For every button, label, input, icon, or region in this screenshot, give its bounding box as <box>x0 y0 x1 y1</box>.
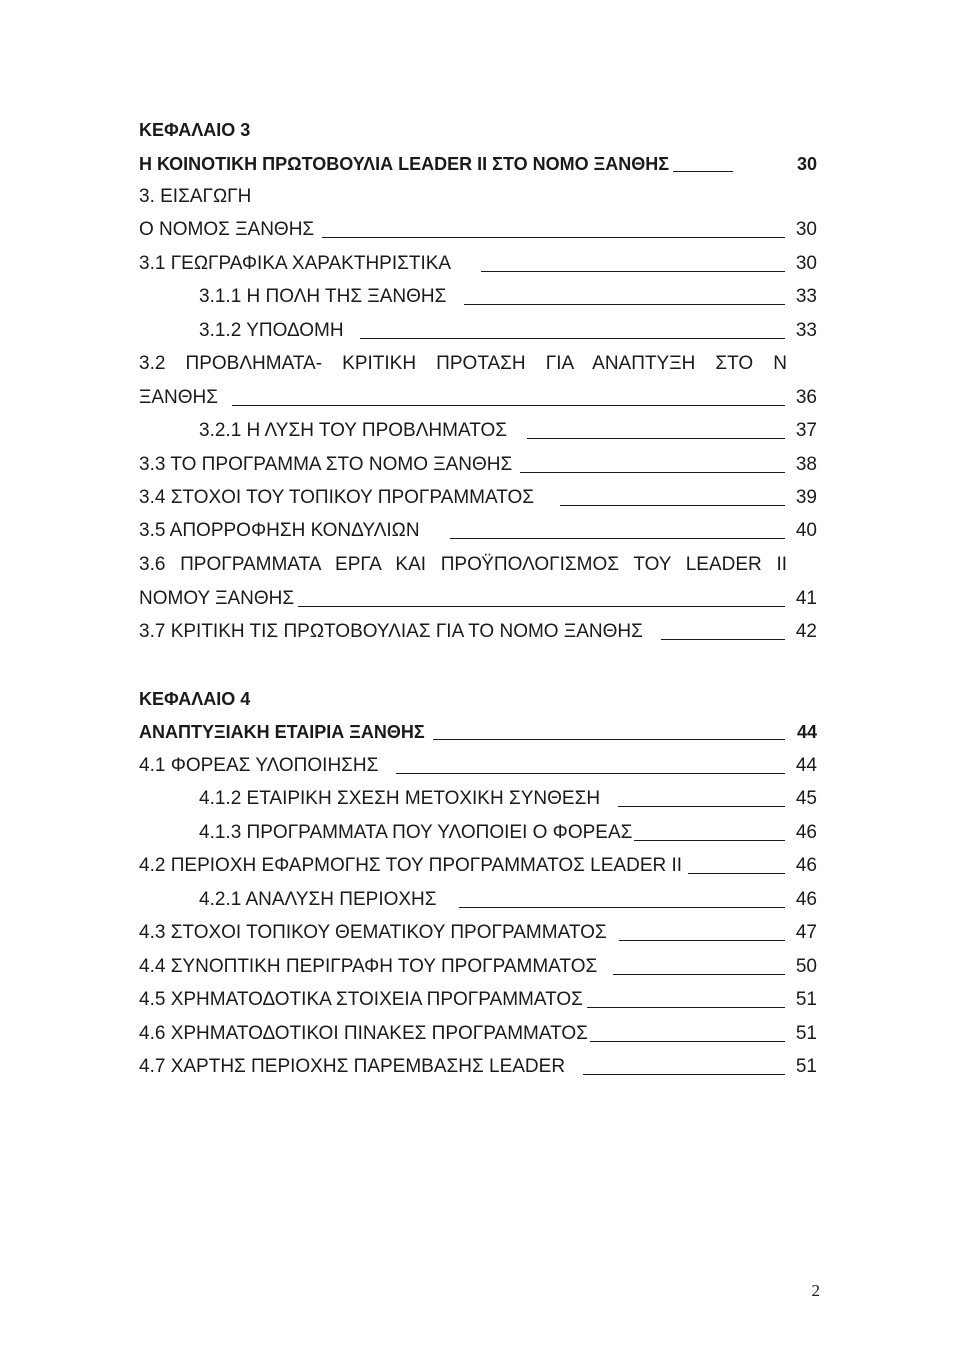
toc-entry: 4.1.3 ΠΡΟΓΡΑΜΜΑΤΑ ΠΟΥ ΥΛΟΠΟΙΕΙ Ο ΦΟΡΕΑΣ 46 <box>199 822 817 843</box>
leader-line <box>298 606 785 607</box>
toc-entry: 3.1 ΓΕΩΓΡΑΦΙΚΑ ΧΑΡΑΚΤΗΡΙΣΤΙΚΑ 30 <box>139 253 817 274</box>
leader-line <box>613 974 785 975</box>
toc-entry: ΞΑΝΘΗΣ 36 <box>139 387 817 408</box>
leader-line <box>634 840 785 841</box>
toc-entry: 3.4 ΣΤΟΧΟΙ ΤΟΥ ΤΟΠΙΚΟΥ ΠΡΟΓΡΑΜΜΑΤΟΣ 39 <box>139 487 817 508</box>
leader-line <box>527 438 785 439</box>
toc-entry: ΝΟΜΟΥ ΞΑΝΘΗΣ 41 <box>139 588 817 609</box>
toc-entry: 3.1.1 Η ΠΟΛΗ ΤΗΣ ΞΑΝΘΗΣ 33 <box>199 286 817 307</box>
leader-line <box>661 639 785 640</box>
leader-line <box>673 171 733 172</box>
toc-entry: 3.1.2 ΥΠΟΔΟΜΗ 33 <box>199 320 817 341</box>
toc-entry: 4.2 ΠΕΡΙΟΧΗ ΕΦΑΡΜΟΓΗΣ ΤΟΥ ΠΡΟΓΡΑΜΜΑΤΟΣ LEADER II 46 <box>139 855 817 876</box>
toc-entry-intro: 3. ΕΙΣΑΓΩΓΗ <box>139 186 252 207</box>
toc-entry: 4.2.1 ΑΝΑΛΥΣΗ ΠΕΡΙΟΧΗΣ 46 <box>199 889 817 910</box>
chapter-3-heading: ΚΕΦΑΛΑΙΟ 3 <box>139 120 251 140</box>
leader-line <box>587 1007 785 1008</box>
leader-line <box>360 338 785 339</box>
leader-line <box>481 271 785 272</box>
toc-entry: 4.1 ΦΟΡΕΑΣ ΥΛΟΠΟΙΗΣΗΣ 44 <box>139 755 817 776</box>
toc-entry-line1: 3.2 ΠΡΟΒΛΗΜΑΤΑ- ΚΡΙΤΙΚΗ ΠΡΟΤΑΣΗ ΓΙΑ ΑΝΑΠΤΥΞΗ ΣΤΟ Ν <box>139 353 787 374</box>
chapter-4-heading: ΚΕΦΑΛΑΙΟ 4 <box>139 689 251 709</box>
toc-entry: 3.2.1 Η ΛΥΣΗ ΤΟΥ ΠΡΟΒΛΗΜΑΤΟΣ 37 <box>199 420 817 441</box>
leader-line <box>520 472 785 473</box>
page-number: 2 <box>811 1281 820 1300</box>
chapter-4-title: ΑΝΑΠΤΥΞΙΑΚΗ ΕΤΑΙΡΙΑ ΞΑΝΘΗΣ 44 <box>139 722 817 742</box>
leader-line <box>619 940 785 941</box>
chapter-3-title: Η ΚΟΙΝΟΤΙΚΗ ΠΡΩΤΟΒΟΥΛΙΑ LEADER II ΣΤΟ ΝΟΜΟ ΞΑΝΘΗΣ 30 <box>139 154 817 174</box>
toc-entry: 4.3 ΣΤΟΧΟΙ ΤΟΠΙΚΟΥ ΘΕΜΑΤΙΚΟΥ ΠΡΟΓΡΑΜΜΑΤΟΣ 47 <box>139 922 817 943</box>
leader-line <box>459 907 785 908</box>
toc-entry: 4.7 ΧΑΡΤΗΣ ΠΕΡΙΟΧΗΣ ΠΑΡΕΜΒΑΣΗΣ LEADER 51 <box>139 1056 817 1077</box>
leader-line <box>450 538 785 539</box>
leader-line <box>560 505 785 506</box>
toc-entry: Ο ΝΟΜΟΣ ΞΑΝΘΗΣ 30 <box>139 219 817 240</box>
toc-entry: 3.3 ΤΟ ΠΡΟΓΡΑΜΜΑ ΣΤΟ ΝΟΜΟ ΞΑΝΘΗΣ 38 <box>139 454 817 475</box>
toc-entry: 4.6 ΧΡΗΜΑΤΟΔΟΤΙΚΟΙ ΠΙΝΑΚΕΣ ΠΡΟΓΡΑΜΜΑΤΟΣ 51 <box>139 1023 817 1044</box>
toc-entry: 3.5 ΑΠΟΡΡΟΦΗΣΗ ΚΟΝΔΥΛΙΩΝ 40 <box>139 520 817 541</box>
leader-line <box>232 405 785 406</box>
toc-entry: 4.4 ΣΥΝΟΠΤΙΚΗ ΠΕΡΙΓΡΑΦΗ ΤΟΥ ΠΡΟΓΡΑΜΜΑΤΟΣ 50 <box>139 956 817 977</box>
toc-entry: 3.7 ΚΡΙΤΙΚΗ ΤΙΣ ΠΡΩΤΟΒΟΥΛΙΑΣ ΓΙΑ ΤΟ ΝΟΜΟ ΞΑΝΘΗΣ 42 <box>139 621 817 642</box>
leader-line <box>464 304 785 305</box>
leader-line <box>322 237 785 238</box>
leader-line <box>590 1041 785 1042</box>
leader-line <box>433 739 785 740</box>
leader-line <box>688 873 785 874</box>
leader-line <box>618 806 785 807</box>
leader-line <box>583 1074 785 1075</box>
leader-line <box>396 773 785 774</box>
toc-entry: 4.1.2 ΕΤΑΙΡΙΚΗ ΣΧΕΣΗ ΜΕΤΟΧΙΚΗ ΣΥΝΘΕΣΗ 45 <box>199 788 817 809</box>
toc-entry: 4.5 ΧΡΗΜΑΤΟΔΟΤΙΚΑ ΣΤΟΙΧΕΙΑ ΠΡΟΓΡΑΜΜΑΤΟΣ 51 <box>139 989 817 1010</box>
toc-entry-line1: 3.6 ΠΡΟΓΡΑΜΜΑΤΑ ΕΡΓΑ ΚΑΙ ΠΡΟΫΠΟΛΟΓΙΣΜΟΣ ΤΟΥ LEADER II <box>139 554 787 575</box>
